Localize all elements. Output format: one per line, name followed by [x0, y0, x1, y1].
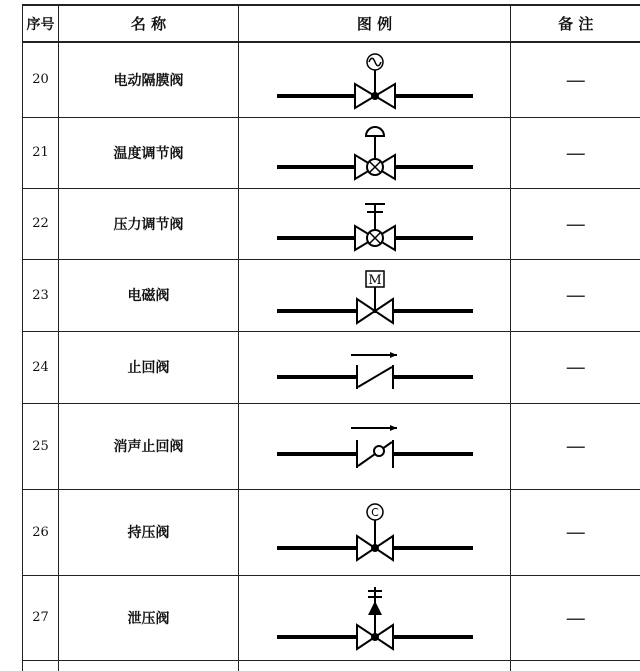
sustaining-label: C [371, 506, 379, 519]
table-row [23, 259, 640, 331]
row-name: 泄压阀 [59, 575, 239, 660]
row-index: 26 [23, 489, 59, 575]
table-row [23, 331, 640, 403]
row-note: — [511, 188, 640, 259]
electric-diaphragm-valve-icon [275, 50, 475, 110]
row-name: 止回阀 [59, 331, 239, 403]
row-index: 21 [23, 117, 59, 188]
row-note: — [511, 331, 640, 403]
row-index: 20 [23, 42, 59, 117]
table-row [23, 575, 640, 660]
row-index: 22 [23, 188, 59, 259]
row-name: 消声止回阀 [59, 403, 239, 489]
pressure-sustaining-valve-icon [275, 502, 475, 562]
header-symbol: 图 例 [239, 5, 511, 42]
row-note: — [511, 259, 640, 331]
table-row [23, 403, 640, 489]
solenoid-valve-icon [275, 265, 475, 325]
solenoid-label: M [368, 273, 381, 288]
row-index: 27 [23, 575, 59, 660]
row-note: — [511, 403, 640, 489]
table-row [23, 489, 640, 575]
row-note: — [511, 117, 640, 188]
row-name: 持压阀 [59, 489, 239, 575]
table-row [23, 117, 640, 188]
pressure-relief-valve-icon [275, 585, 475, 651]
table-continuation-row [23, 660, 640, 671]
row-name: 电动隔膜阀 [59, 42, 239, 117]
row-index: 25 [23, 403, 59, 489]
table-header-row [23, 5, 640, 42]
row-index: 24 [23, 331, 59, 403]
header-note: 备 注 [511, 5, 640, 42]
valve-legend-table [22, 4, 640, 671]
row-name: 电磁阀 [59, 259, 239, 331]
row-index: 23 [23, 259, 59, 331]
row-note: — [511, 42, 640, 117]
header-name: 名 称 [59, 5, 239, 42]
row-name: 压力调节阀 [59, 188, 239, 259]
pressure-control-valve-icon [275, 194, 475, 254]
table-row [23, 42, 640, 117]
row-note: — [511, 575, 640, 660]
check-valve-icon [275, 337, 475, 397]
row-note: — [511, 489, 640, 575]
temperature-control-valve-icon [275, 123, 475, 183]
silencing-check-valve-icon [275, 416, 475, 476]
row-name: 温度调节阀 [59, 117, 239, 188]
header-index: 序号 [23, 5, 59, 42]
table-row [23, 188, 640, 259]
